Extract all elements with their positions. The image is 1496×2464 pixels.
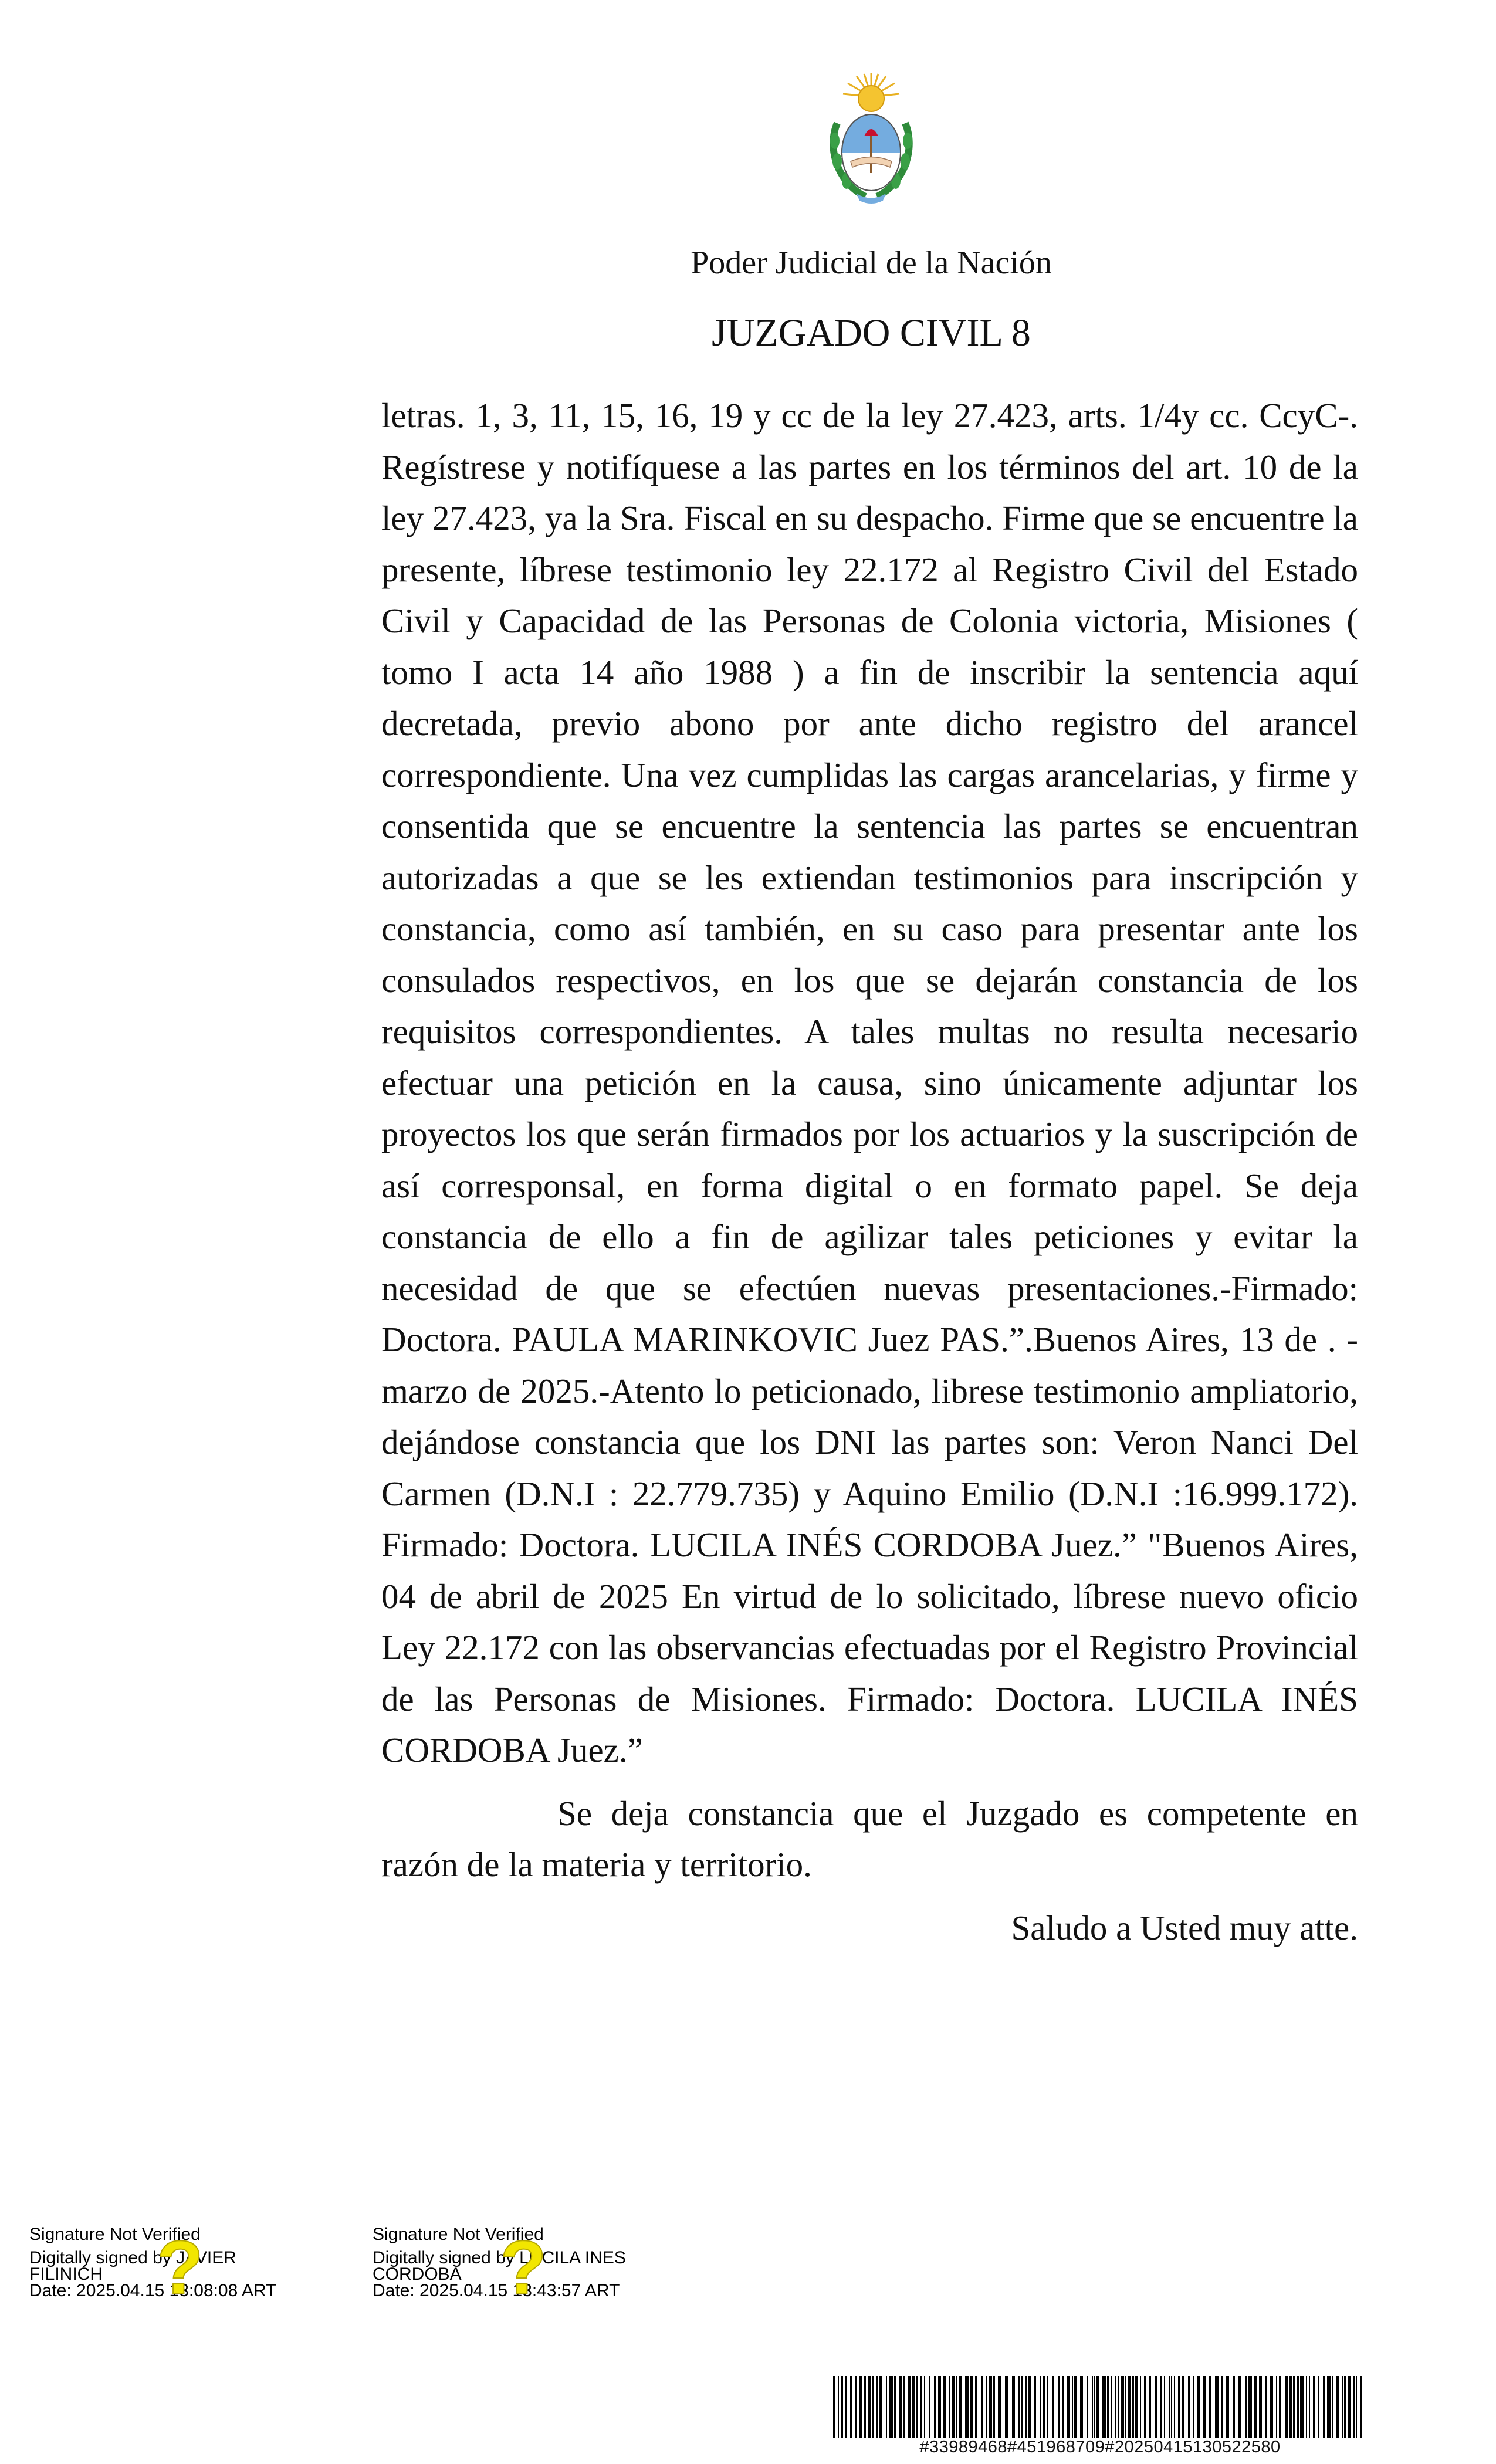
court-name: JUZGADO CIVIL 8 [712, 312, 1031, 354]
digital-signature-block[interactable] [373, 2225, 678, 2309]
signer-name: CORDOBA [373, 2265, 462, 2284]
signature-status: Signature Not Verified [29, 2225, 201, 2244]
signature-date: Date: 2025.04.15 13:08:08 ART [29, 2281, 277, 2300]
question-mark-icon [497, 2226, 550, 2309]
signer-name: FILINICH [29, 2265, 103, 2284]
closing-salutation: Saludo a Usted muy atte. [1011, 1908, 1358, 1947]
svg-text:?: ? [500, 2226, 547, 2309]
signature-date: Date: 2025.04.15 13:43:57 ART [373, 2281, 620, 2300]
coat-of-arms-icon [824, 70, 918, 211]
body-paragraph: letras. 1, 3, 11, 15, 16, 19 y cc de la ley 27.423, arts. 1/4y cc. CcyC-. Regístrese y notifíquese a las partes en los términos del art. 10 de la ley 27.423, ya la Sra. Fiscal en su despacho. Firme que se encuentre la presente, líbrese testimonio ley 22.172 al Registro Civil del Estado Civil y Capacidad de las Personas de Colonia victoria, Misiones ( tomo I acta 14 año 1988 ) a fin de inscribir la sentencia aquí decretada, previo abono por ante dicho registro del arancel correspondiente. Una vez cumplidas las cargas arancelarias, y firme y consentida que se encuentre la sentencia las partes se encuentran autorizadas a que se les extiendan testimonios para inscripción y constancia, como así también, en su caso para presentar ante los consulados respectivos, en los que se dejarán constancia de los requisitos correspondientes. A tales multas no resulta necesario efectuar una petición en la causa, sino únicamente adjuntar los proyectos los que serán firmados por los actuarios y la suscripción de así corresponsal, en forma digital o en formato papel. Se deja constancia de ello a fin de agilizar tales peticiones y evitar la necesidad de que se efectúen nuevas presentaciones.-Firmado: Doctora. PAULA MARINKOVIC Juez PAS.”.Buenos Aires, 13 de . -marzo de 2025.-Atento lo peticionado, librese testimonio ampliatorio, dejándose constancia que los DNI las partes son: Veron Nanci Del Carmen (D.N.I : 22.779.735) y Aquino Emilio (D.N.I :16.999.172). Firmado: Doctora. LUCILA INÉS CORDOBA Juez.” "Buenos Aires, 04 de abril de 2025 En virtud de lo solicitado, líbrese nuevo oficio Ley 22.172 con las observancias efectuadas por el Registro Provincial de las Personas de Misiones. Firmado: Doctora. LUCILA INÉS CORDOBA Juez.” [381, 396, 1358, 1769]
svg-text:?: ? [157, 2226, 204, 2309]
barcode-number: #33989468#451968709#20250415130522580 [919, 2438, 1281, 2456]
competence-paragraph: Se deja constancia que el Juzgado es competente en razón de la materia y territorio. [381, 1793, 1358, 1884]
signer-line: Digitally signed by LUCILA INES [373, 2248, 626, 2267]
signature-status: Signature Not Verified [373, 2225, 544, 2244]
document-body [381, 390, 1358, 1954]
signer-line: Digitally signed by JAVIER [29, 2248, 236, 2267]
digital-signature-block[interactable] [29, 2225, 334, 2309]
institution-name: Poder Judicial de la Nación [691, 245, 1052, 281]
question-mark-icon [154, 2226, 207, 2309]
barcode-icon [833, 2376, 1367, 2438]
